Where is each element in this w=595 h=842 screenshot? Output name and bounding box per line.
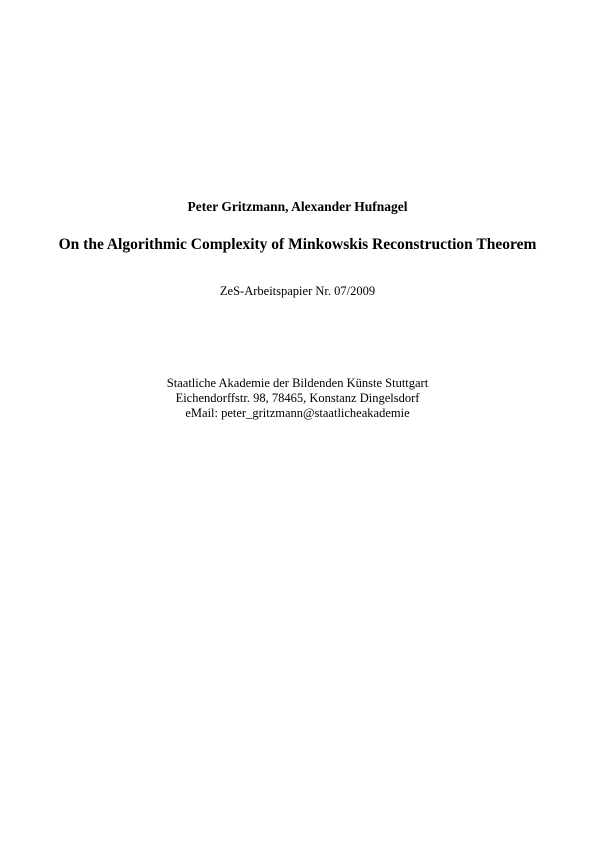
author-names: Peter Gritzmann, Alexander Hufnagel <box>187 199 408 214</box>
address-block <box>0 376 595 421</box>
paper-title: On the Algorithmic Complexity of Minkowskis Reconstruction Theorem <box>58 236 537 253</box>
email-address: eMail: peter_gritzmann@staatlicheakademie <box>185 406 410 420</box>
paper-number: ZeS-Arbeitspapier Nr. 07/2009 <box>219 284 376 298</box>
street-address: Eichendorffstr. 98, 78465, Konstanz Dingelsdorf <box>175 391 420 405</box>
institution-name: Staatliche Akademie der Bildenden Künste Stuttgart <box>166 376 429 390</box>
